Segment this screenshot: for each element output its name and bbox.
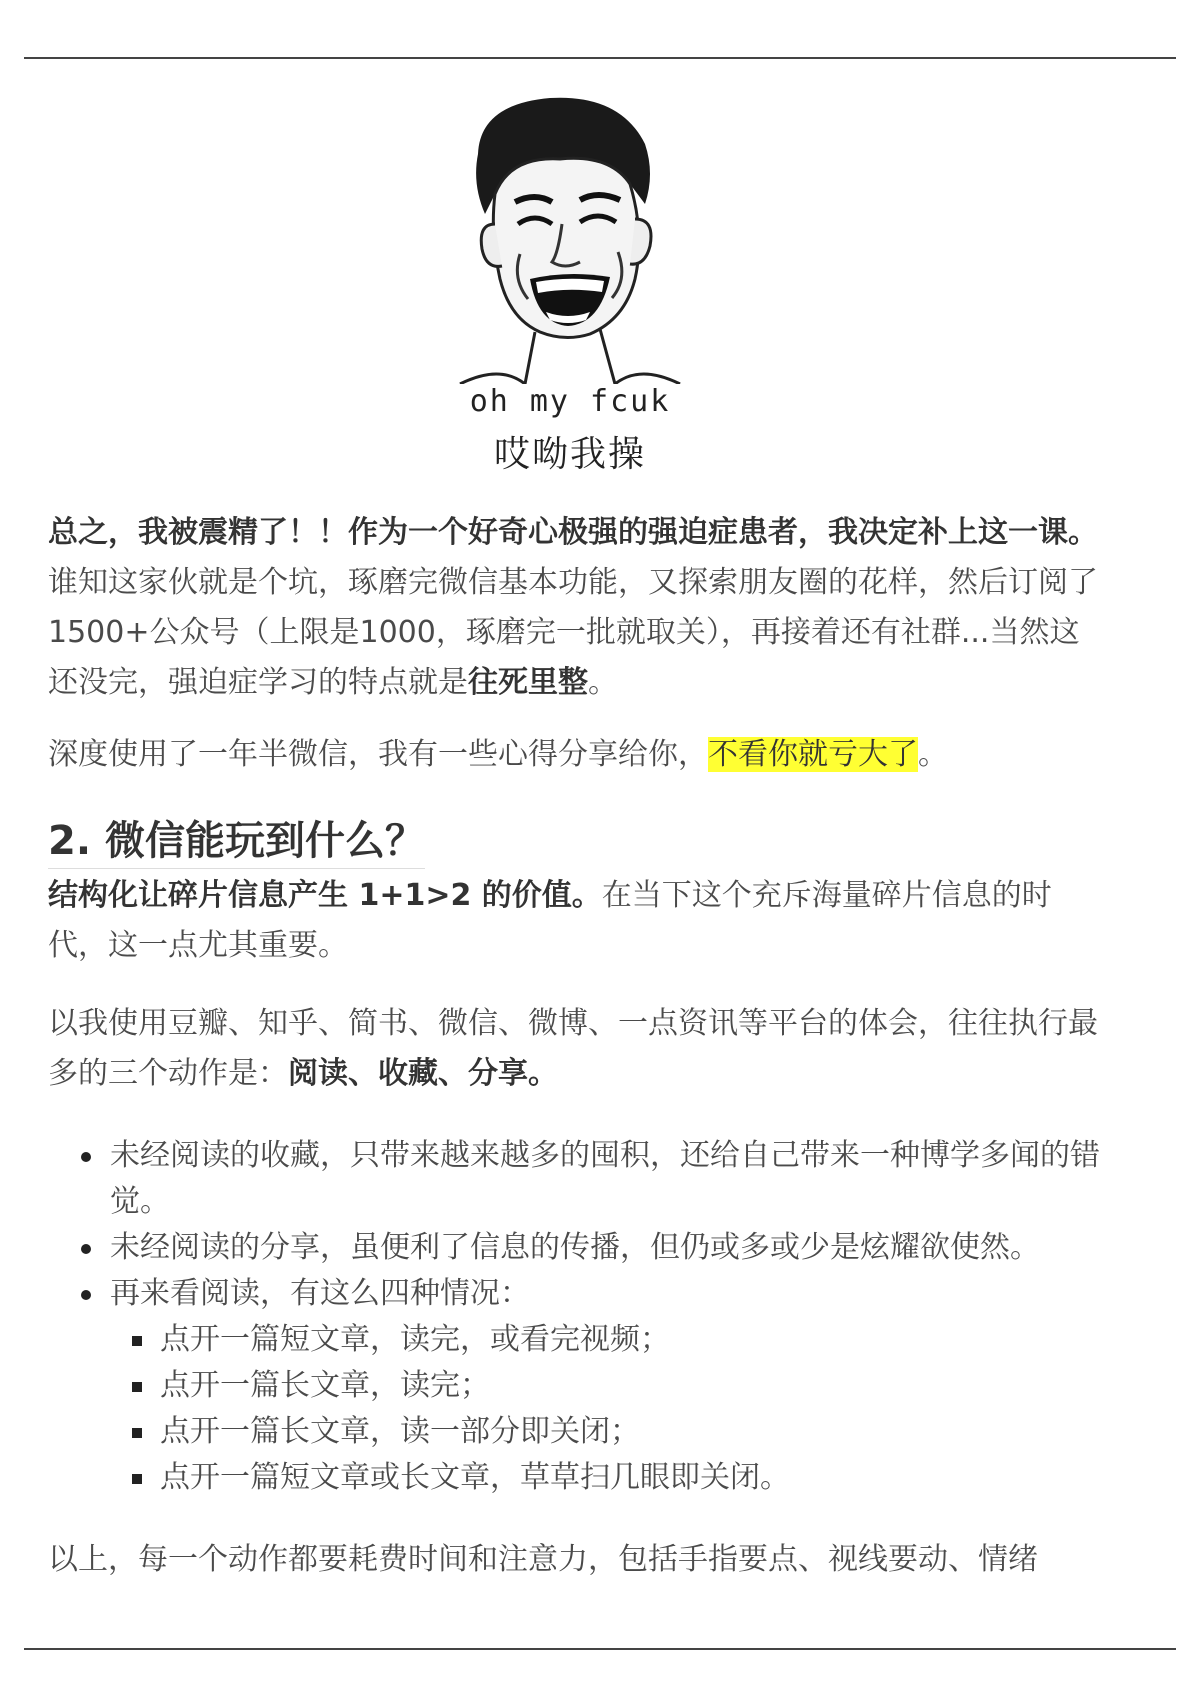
bold-lead: 结构化让碎片信息产生 1+1>2 的价值。 — [48, 878, 602, 913]
paragraph-text: 深度使用了一年半微信，我有一些心得分享给你， — [48, 737, 708, 772]
paragraph-intro — [48, 508, 1108, 708]
article-content — [48, 508, 1108, 1585]
period: 。 — [918, 737, 948, 772]
paragraph-platforms — [48, 999, 1108, 1099]
paragraph-text: 以我使用豆瓣、知乎、简书、微信、微博、一点资讯等平台的体会，往往执行最多的三个动作是： — [48, 1006, 1098, 1091]
sub-list-item: 点开一篇短文章或长文章，草草扫几眼即关闭。 — [160, 1455, 1108, 1501]
bold-emphasis: 往死里整 — [468, 665, 588, 700]
meme-image — [440, 84, 770, 475]
meme-caption-english: oh my fcuk — [469, 384, 671, 419]
laughing-face-illustration — [440, 84, 700, 384]
sub-bullet-list — [110, 1317, 1108, 1501]
paragraph-share — [48, 730, 1108, 780]
sub-list-item: 点开一篇长文章，读一部分即关闭； — [160, 1409, 1108, 1455]
bold-lead: 总之，我被震精了！！作为一个好奇心极强的强迫症患者，我决定补上这一课。 — [48, 515, 1098, 550]
paragraph-text: 在当下这个充斥海量碎片信息的时代，这一点尤其重要。 — [48, 878, 1052, 963]
list-item: 未经阅读的收藏，只带来越来越多的囤积，还给自己带来一种博学多闻的错觉。 — [110, 1133, 1108, 1225]
top-divider — [24, 57, 1176, 59]
period: 。 — [588, 665, 618, 700]
sub-list-item: 点开一篇长文章，读完； — [160, 1363, 1108, 1409]
paragraph-closing: 以上，每一个动作都要耗费时间和注意力，包括手指要点、视线要动、情绪 — [48, 1542, 1038, 1577]
list-item — [110, 1271, 1108, 1501]
sub-list-item: 点开一篇短文章，读完，或看完视频； — [160, 1317, 1108, 1363]
list-item-text: 再来看阅读，有这么四种情况： — [110, 1276, 530, 1311]
bullet-list — [48, 1133, 1108, 1501]
highlighted-text: 不看你就亏大了 — [708, 737, 918, 772]
bold-emphasis: 阅读、收藏、分享。 — [288, 1056, 558, 1091]
paragraph-text: 谁知这家伙就是个坑，琢磨完微信基本功能，又探索朋友圈的花样，然后订阅了1500+公众号（上限是1000，琢磨完一批就取关），再接着还有社群...当然这还没完，强迫症学习的特点就是 — [48, 565, 1098, 700]
section-heading: 2. 微信能玩到什么？ — [48, 816, 425, 869]
meme-caption-chinese: 哎呦我操 — [493, 434, 646, 475]
paragraph-structure — [48, 871, 1108, 971]
bottom-divider — [24, 1648, 1176, 1650]
list-item: 未经阅读的分享，虽便利了信息的传播，但仍或多或少是炫耀欲使然。 — [110, 1225, 1108, 1271]
